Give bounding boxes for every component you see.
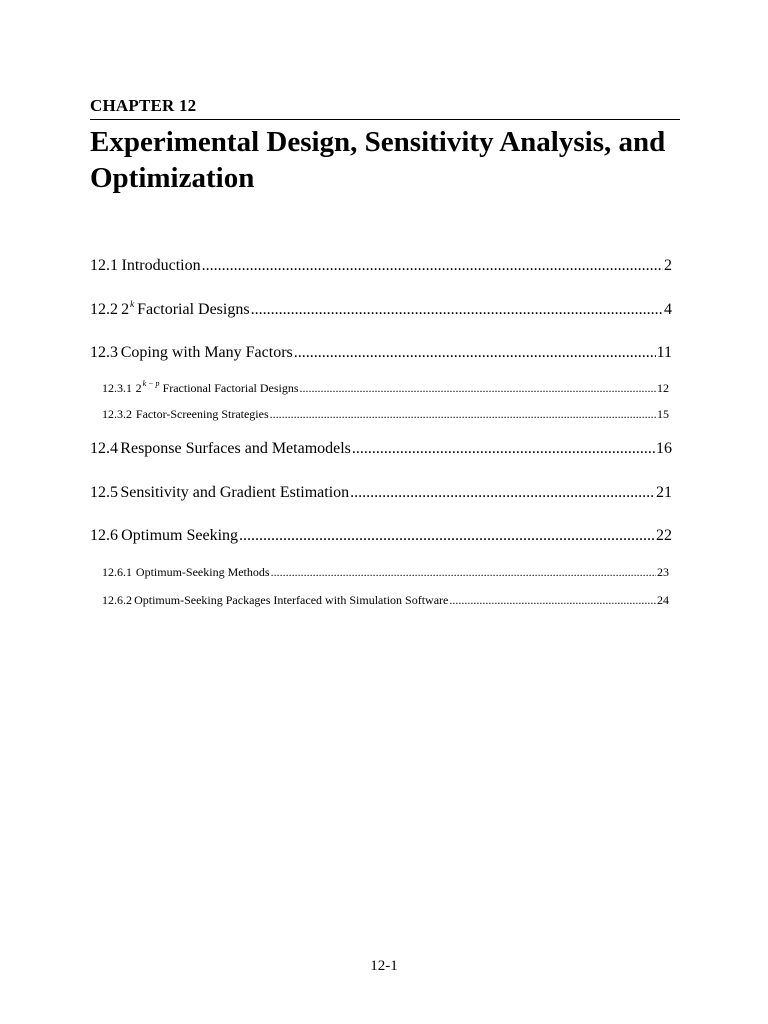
toc-page-number: 12 <box>657 381 669 395</box>
toc-page-number: 24 <box>657 593 669 607</box>
toc-dot-leader <box>300 381 656 396</box>
toc-page-number: 15 <box>657 407 669 421</box>
toc-section-number: 12.6 <box>90 527 118 544</box>
toc-section-number: 12.2 <box>90 301 118 318</box>
toc-dot-leader <box>239 527 655 545</box>
toc-section-title: Optimum-Seeking Methods <box>135 565 270 579</box>
toc-dot-leader <box>449 593 656 608</box>
chapter-label: CHAPTER 12 <box>90 96 197 115</box>
toc-entry-12-6-1[interactable] <box>102 565 669 581</box>
toc-section-title: Fractional Factorial Designs <box>162 381 299 395</box>
toc-dot-leader <box>271 565 656 580</box>
toc-dot-leader <box>270 407 656 422</box>
toc-page-number: 22 <box>656 527 672 544</box>
toc-dot-leader <box>202 257 663 275</box>
toc-formula-base: 2 <box>135 381 142 395</box>
toc-formula-exponent: k <box>130 299 135 309</box>
toc-section-title: Optimum-Seeking Packages Interfaced with Simulation Software <box>134 593 449 607</box>
toc-entry-12-5[interactable] <box>90 484 672 504</box>
toc-dot-leader <box>251 301 663 319</box>
toc-section-title: Factor-Screening Strategies <box>135 407 269 421</box>
toc-page-number: 2 <box>664 257 672 274</box>
toc-page-number: 11 <box>656 344 672 361</box>
toc-section-title: Factorial Designs <box>137 301 250 318</box>
header-rule <box>90 119 680 120</box>
toc-section-number: 12.1 <box>90 257 118 274</box>
toc-dot-leader <box>294 344 656 362</box>
toc-dot-leader <box>350 484 655 502</box>
toc-page-number: 21 <box>656 484 672 501</box>
toc-section-title: Introduction <box>121 257 201 274</box>
toc-entry-12-3[interactable] <box>90 344 672 364</box>
toc-entry-12-3-1[interactable] <box>102 381 669 397</box>
toc-dot-leader <box>352 440 655 458</box>
toc-entry-12-4[interactable] <box>90 440 672 460</box>
toc-entry-12-1[interactable] <box>90 257 672 277</box>
toc-section-title: Response Surfaces and Metamodels <box>120 440 351 457</box>
toc-section-title: Sensitivity and Gradient Estimation <box>120 484 350 501</box>
toc-section-number: 12.3.2 <box>102 407 132 421</box>
toc-entry-12-3-2[interactable] <box>102 407 669 423</box>
toc-page-number: 4 <box>664 301 672 318</box>
toc-entry-12-2[interactable] <box>90 301 672 321</box>
toc-section-number: 12.5 <box>90 484 118 501</box>
toc-formula-exponent: k − p <box>142 379 160 388</box>
toc-section-number: 12.6.1 <box>102 565 132 579</box>
page-number: 12-1 <box>370 958 398 974</box>
toc-section-title: Optimum Seeking <box>121 527 239 544</box>
toc-section-number: 12.3.1 <box>102 381 132 395</box>
toc-page-number: 23 <box>657 565 669 579</box>
toc-entry-12-6[interactable] <box>90 527 672 547</box>
toc-section-number: 12.4 <box>90 440 118 457</box>
toc-section-title: Coping with Many Factors <box>120 344 293 361</box>
toc-page-number: 16 <box>656 440 672 457</box>
chapter-title: Experimental Design, Sensitivity Analysis, and Optimization <box>90 126 666 194</box>
toc-entry-12-6-2[interactable] <box>102 593 669 609</box>
toc-section-number: 12.3 <box>90 344 118 361</box>
toc-formula-base: 2 <box>121 301 130 318</box>
toc-section-number: 12.6.2 <box>102 593 132 607</box>
